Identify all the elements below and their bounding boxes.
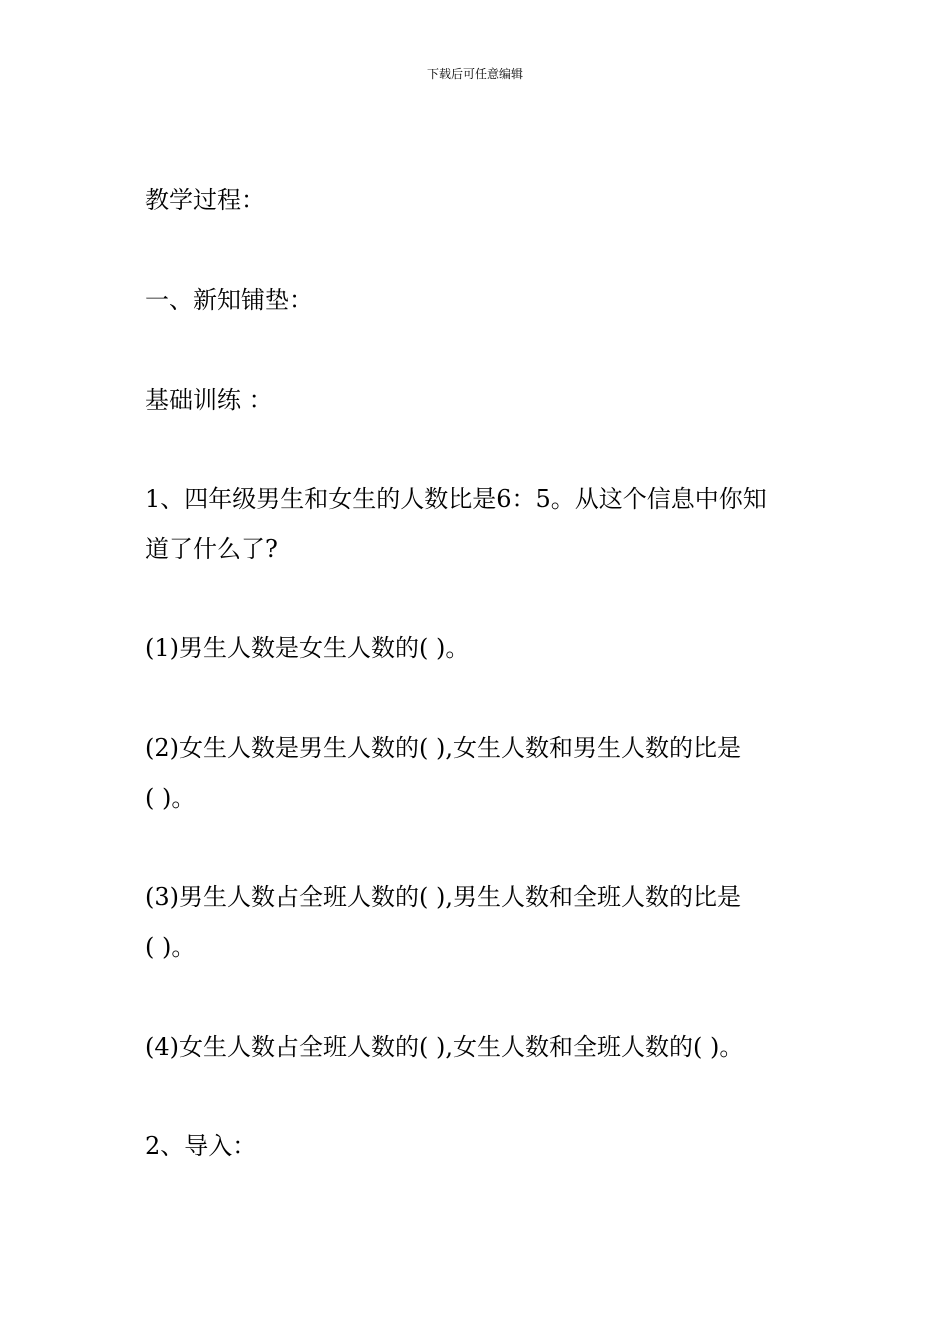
page-header-note: 下载后可任意编辑 — [426, 67, 523, 81]
question-1-line-1: 1、四年级男生和女生的人数比是6：5。从这个信息中你知 — [145, 485, 767, 513]
question-1-line-2: 道了什么了? — [145, 535, 278, 563]
sub-question-2-line-1: (2)女生人数是男生人数的( ),女生人数和男生人数的比是 — [145, 734, 741, 762]
section-title-teaching-process: 教学过程： — [145, 186, 265, 214]
sub-question-3-line-2: ( )。 — [145, 933, 196, 961]
subheading-basic-training: 基础训练 ： — [145, 386, 273, 414]
sub-question-3-line-1: (3)男生人数占全班人数的( ),男生人数和全班人数的比是 — [145, 883, 741, 911]
sub-question-1: (1)男生人数是女生人数的( )。 — [145, 634, 470, 662]
sub-question-2-line-2: ( )。 — [145, 784, 196, 812]
section-heading-new-knowledge: 一、新知铺垫： — [145, 286, 313, 314]
section-heading-introduction: 2、导入： — [145, 1132, 257, 1160]
sub-question-4: (4)女生人数占全班人数的( ),女生人数和全班人数的( )。 — [145, 1033, 744, 1061]
